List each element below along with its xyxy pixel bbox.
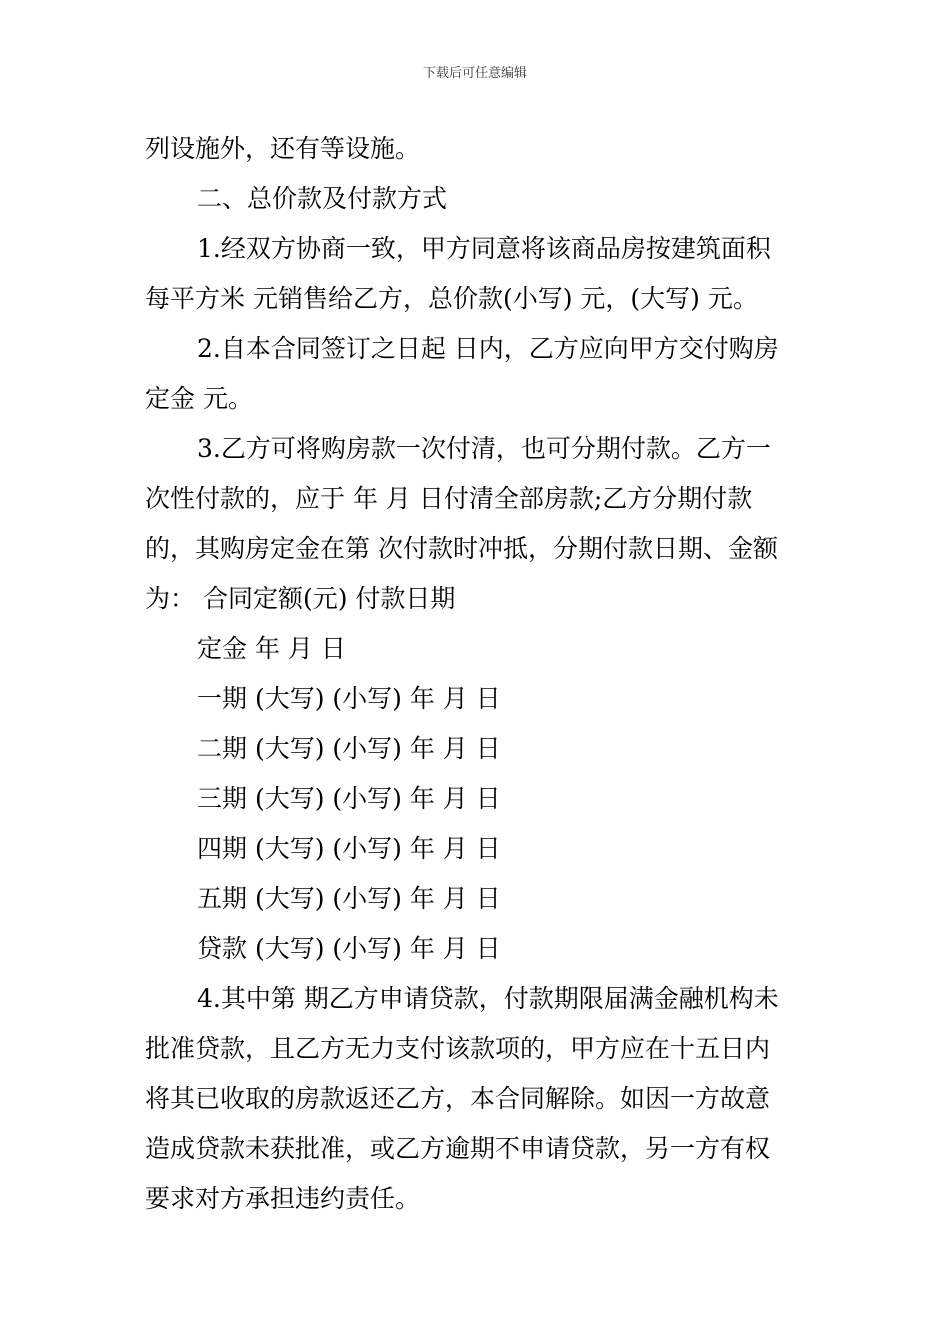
payment-row: 二期 (大写) (小写) 年 月 日 bbox=[197, 734, 501, 763]
text-line: 造成贷款未获批准，或乙方逾期不申请贷款，另一方有权 bbox=[145, 1134, 771, 1163]
text-line: 要求对方承担违约责任。 bbox=[145, 1184, 421, 1213]
payment-row: 一期 (大写) (小写) 年 月 日 bbox=[197, 684, 501, 713]
text-line: 为： 合同定额(元) 付款日期 bbox=[145, 584, 456, 613]
text-line: 每平方米 元销售给乙方，总价款(小写) 元，(大写) 元。 bbox=[145, 284, 758, 313]
text-line: 次性付款的，应于 年 月 日付清全部房款;乙方分期付款 bbox=[145, 484, 753, 513]
payment-row: 贷款 (大写) (小写) 年 月 日 bbox=[197, 934, 501, 963]
text-line: 3.乙方可将购房款一次付清，也可分期付款。乙方一 bbox=[197, 434, 771, 463]
document-body bbox=[145, 124, 809, 1224]
header-note: 下载后可任意编辑 bbox=[422, 66, 527, 81]
text-line: 4.其中第 期乙方申请贷款，付款期限届满金融机构未 bbox=[197, 984, 779, 1013]
payment-row: 定金 年 月 日 bbox=[197, 634, 346, 663]
text-line: 列设施外，还有等设施。 bbox=[145, 134, 421, 163]
text-line: 将其已收取的房款返还乙方，本合同解除。如因一方故意 bbox=[145, 1084, 771, 1113]
text-line: 定金 元。 bbox=[145, 384, 253, 413]
payment-row: 五期 (大写) (小写) 年 月 日 bbox=[197, 884, 501, 913]
payment-row: 四期 (大写) (小写) 年 月 日 bbox=[197, 834, 501, 863]
text-line: 2.自本合同签订之日起 日内，乙方应向甲方交付购房 bbox=[197, 334, 779, 363]
payment-row: 三期 (大写) (小写) 年 月 日 bbox=[197, 784, 501, 813]
text-line: 的，其购房定金在第 次付款时冲抵，分期付款日期、金额 bbox=[145, 534, 778, 563]
text-line: 批准贷款，且乙方无力支付该款项的，甲方应在十五日内 bbox=[145, 1034, 771, 1063]
text-line: 1.经双方协商一致，甲方同意将该商品房按建筑面积 bbox=[197, 234, 771, 263]
section-heading: 二、总价款及付款方式 bbox=[197, 184, 448, 213]
